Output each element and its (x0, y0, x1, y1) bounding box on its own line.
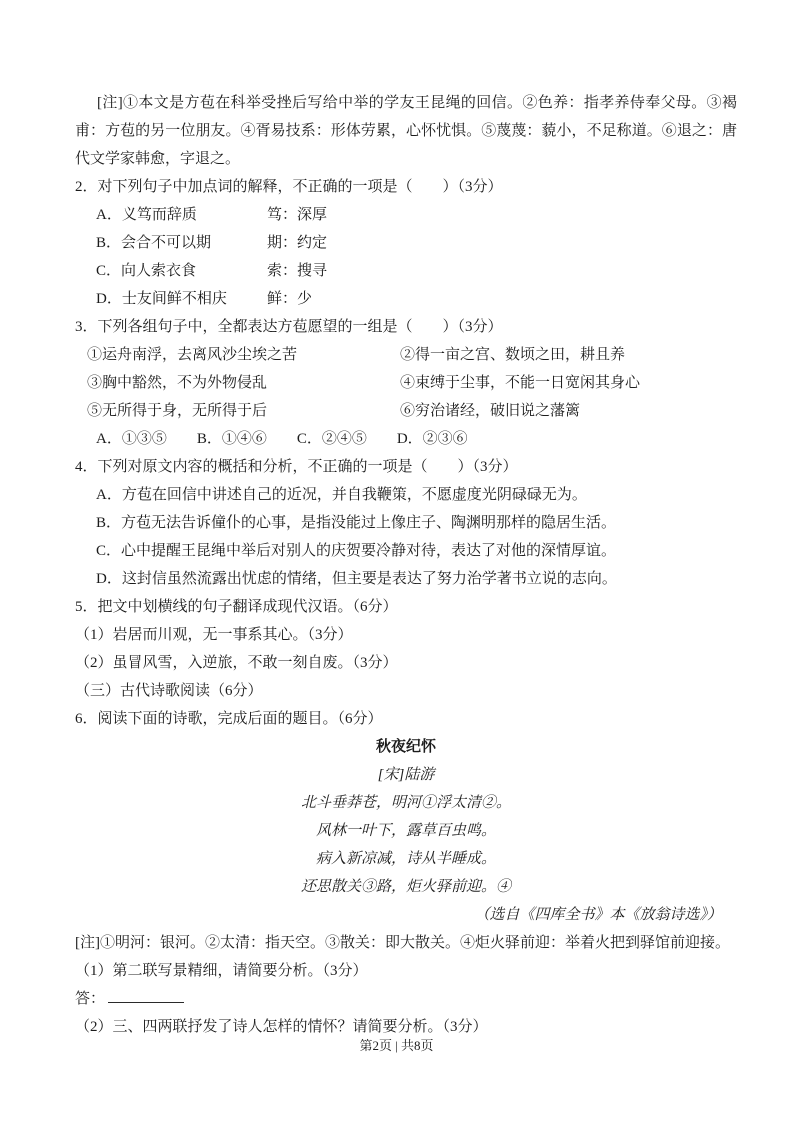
q6-answer-line (75, 985, 737, 1013)
poem-notes: [注]①明河：银河。②太清：指天空。③散关：即大散关。④炬火驿前迎：举着火把到驿馆前迎接。 (75, 935, 730, 951)
q5-item-2: （2）虽冒风雪，入逆旅，不敢一刻自废。（3分） (75, 655, 398, 671)
q6-subquestion-2: （2）三、四两联抒发了诗人怎样的情怀？请简要分析。（3分） (75, 1019, 488, 1035)
q3-sentence-pair-1 (75, 341, 737, 369)
q4-option-d: D．这封信虽然流露出忧虑的情绪，但主要是表达了努力治学著书立说的志向。 (96, 571, 617, 587)
q4-option-a: A．方苞在回信中讲述自己的近况，并自我鞭策，不愿虚度光阴碌碌无为。 (96, 487, 587, 503)
poem-author: [宋]陆游 (377, 767, 435, 783)
poem-line-2: 风林一叶下，露草百虫鸣。 (315, 823, 496, 839)
q2-option-b-gloss: 期：约定 (267, 235, 328, 251)
question-4-stem: 4．下列对原文内容的概括和分析，不正确的一项是（ ）（3分） (75, 459, 518, 475)
q2-option-a-phrase: A．义笃而辞质 (96, 207, 197, 223)
q2-option-d-phrase: D．士友间鲜不相庆 (96, 291, 227, 307)
q2-option-a-gloss: 笃：深厚 (267, 207, 328, 223)
q2-option-c (75, 257, 737, 285)
q3-answer-choices: A．①③⑤ B．①④⑥ C．②④⑤ D．②③⑥ (96, 431, 468, 447)
q6-subquestion-1: （1）第二联写景精细，请简要分析。（3分） (75, 963, 368, 979)
q2-option-b (75, 229, 737, 257)
page-content (75, 89, 737, 1041)
question-5-stem: 5．把文中划横线的句子翻译成现代汉语。（6分） (75, 599, 398, 615)
question-3-stem: 3．下列各组句子中，全都表达方苞愿望的一组是（ ）（3分） (75, 319, 503, 335)
q3-sentence-4: ④束缚于尘事，不能一日宽闲其身心 (400, 375, 641, 391)
question-2-stem: 2．对下列句子中加点词的解释，不正确的一项是（ ）（3分） (75, 179, 503, 195)
poem-line-3: 病入新凉减，诗从半睡成。 (315, 851, 496, 867)
q2-option-b-phrase: B．会合不可以期 (96, 235, 212, 251)
q5-item-1: （1）岩居而川观，无一事系其心。（3分） (75, 627, 353, 643)
q2-option-c-phrase: C．向人索衣食 (96, 263, 197, 279)
q3-sentence-5: ⑤无所得于身，无所得于后 (87, 403, 268, 419)
q3-sentence-2: ②得一亩之宫、数顷之田，耕且养 (400, 347, 626, 363)
poem-title: 秋夜纪怀 (375, 739, 436, 755)
q4-option-c: C．心中提醒王昆绳中举后对别人的庆贺要冷静对待，表达了对他的深情厚谊。 (96, 543, 617, 559)
q3-sentence-pair-2 (75, 369, 737, 397)
q3-sentence-3: ③胸中豁然，不为外物侵乱 (87, 375, 268, 391)
q3-sentence-6: ⑥穷治诸经，破旧说之藩篱 (400, 403, 581, 419)
section-3-heading: （三）古代诗歌阅读（6分） (75, 683, 263, 699)
poem-source: （选自《四库全书》本《放翁诗选》） (474, 907, 722, 923)
q2-option-d (75, 285, 737, 313)
q4-option-b: B．方苞无法告诉僮仆的心事，是指没能过上像庄子、陶渊明那样的隐居生活。 (96, 515, 617, 531)
q2-option-d-gloss: 鲜：少 (267, 291, 313, 307)
q2-option-a (75, 201, 737, 229)
passage-notes: [注]①本文是方苞在科举受挫后写给中举的学友王昆绳的回信。②色养：指孝养侍奉父母。③褐甫：方苞的另一位朋友。④胥易技系：形体劳累，心怀忧惧。⑤蔑蔑：藐小，不足称道。⑥退之：唐代文学家韩愈，字退之。 (75, 95, 737, 167)
question-6-stem: 6．阅读下面的诗歌，完成后面的题目。（6分） (75, 711, 383, 727)
poem-line-4: 还思散关③路，炬火驿前迎。④ (300, 879, 511, 895)
q3-sentence-1: ①运舟南浮，去离风沙尘埃之苦 (87, 347, 298, 363)
poem-line-1: 北斗垂莽苍，明河①浮太清②。 (300, 795, 511, 811)
answer-label: 答： (75, 991, 106, 1007)
q3-sentence-pair-3 (75, 397, 737, 425)
q2-option-c-gloss: 索：搜寻 (267, 263, 328, 279)
page-number-footer: 第2页 | 共8页 (359, 1038, 434, 1053)
answer-blank-line (108, 988, 184, 1003)
